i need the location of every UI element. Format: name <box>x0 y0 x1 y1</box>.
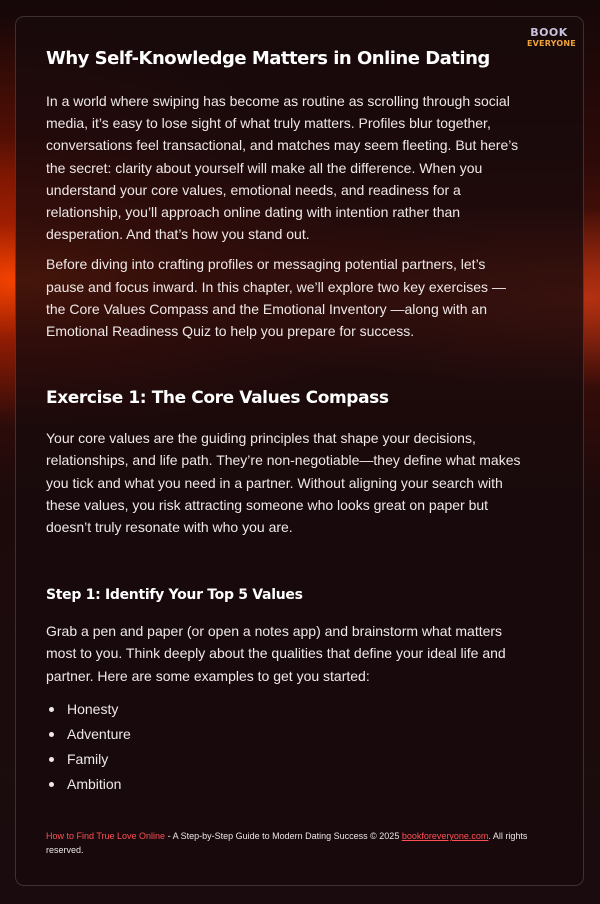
content-card <box>15 16 584 886</box>
chapter-overview-paragraph: Before diving into crafting profiles or messaging potential partners, let’s pause and focus inward. In this chapter, we’ll explore two key exercises —the Core Values Compass and the Emotional Inventory —along with an Emotional Readiness Quiz to help you prepare for success. <box>46 256 506 340</box>
values-list <box>46 697 521 797</box>
step-heading-identify-values: Step 1: Identify Your Top 5 Values <box>46 587 303 604</box>
footer-book-title: How to Find True Love Online <box>46 831 166 841</box>
footer-site-link[interactable]: bookforeveryone.com <box>401 831 489 841</box>
logo-line-everyone: EVERYONE <box>527 39 576 48</box>
logo-line-book: BOOK <box>530 26 568 39</box>
list-item: Honesty <box>46 697 521 722</box>
page-footer <box>46 829 546 857</box>
list-item: Adventure <box>46 722 521 747</box>
step-instructions-paragraph: Grab a pen and paper (or open a notes app) and brainstorm what matters most to you. Think deeply about the qualities that define your ideal life and partner. Here are some examples to get you started: <box>46 623 506 684</box>
section-heading-core-values: Exercise 1: The Core Values Compass <box>46 388 389 409</box>
list-item: Ambition <box>46 772 521 797</box>
footer-subtitle: - A Step-by-Step Guide to Modern Dating Success © 2025 <box>165 831 402 841</box>
intro-paragraph: In a world where swiping has become as routine as scrolling through social media, it’s easy to lose sight of what truly matters. Profiles blur together, conversations feel transactional, and matches may seem fleeting. But here’s the secret: clarity about yourself will make all the difference. When you understand your core values, emotional needs, and readiness for a relationship, you’ll approach online dating with intention rather than desperation. And that’s how you stand out. <box>46 93 519 243</box>
article-body <box>46 45 521 797</box>
footer-rights: . All rights reserved. <box>46 831 528 855</box>
list-item: Family <box>46 747 521 772</box>
section-heading-self-knowledge: Why Self-Knowledge Matters in Online Dating <box>46 48 490 69</box>
core-values-paragraph: Your core values are the guiding principles that shape your decisions, relationships, and life path. They’re non-negotiable—they define what makes you tick and what you need in a partner. Without aligning your search with these values, you risk attracting someone who looks great on paper but doesn’t truly resonate with who you are. <box>46 430 521 536</box>
book-for-everyone-logo <box>527 26 576 49</box>
